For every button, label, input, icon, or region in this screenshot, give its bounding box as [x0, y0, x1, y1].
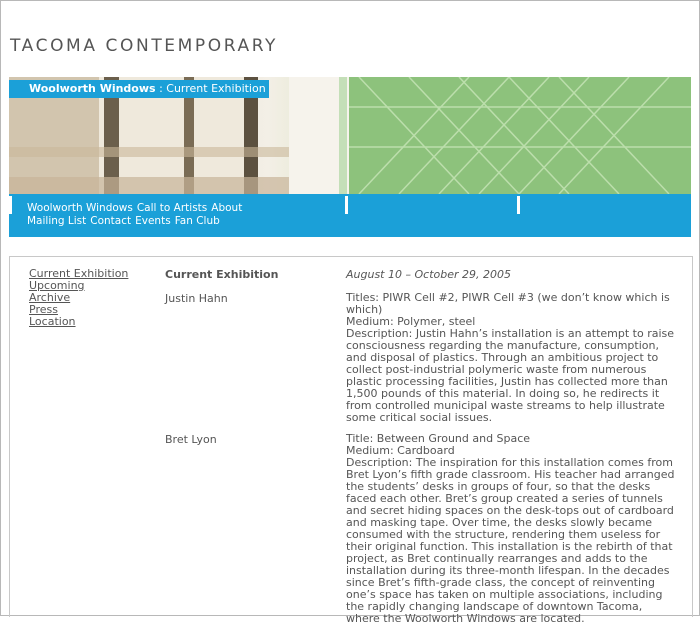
sidebar-item-archive[interactable]: Archive: [29, 291, 71, 304]
artwork-medium: Medium: Cardboard: [346, 444, 455, 457]
site-logo[interactable]: TACOMA CONTEMPORARY: [10, 36, 279, 56]
nav-item-about[interactable]: About: [211, 202, 243, 214]
nav-item-events[interactable]: Events: [135, 215, 171, 227]
content-area: [9, 256, 693, 625]
artwork-description: Description: Justin Hahn’s installation is an attempt to raise consciousness regarding the manufacture, consumption, and disposal of plastics. Through an ambitious project to collect post-industrial polymeric waste from numerous plastic processing facilities, Justin has collected more than 1,500 pounds of this material. In doing so, he redirects it from controlled municipal waste streams to help illustrate some critical social issues.: [346, 327, 675, 424]
hero-subsection: Current Exhibition: [166, 82, 266, 95]
nav-divider: [345, 196, 348, 214]
hero-banner: [9, 77, 691, 194]
sidebar-item-location[interactable]: Location: [29, 315, 76, 328]
hero-separator: :: [155, 82, 167, 95]
nav-item-contact[interactable]: Contact: [90, 215, 132, 227]
nav-item-fan-club[interactable]: Fan Club: [174, 215, 220, 227]
artwork-medium: Medium: Polymer, steel: [346, 315, 476, 328]
artwork-titles: Title: Between Ground and Space: [346, 432, 531, 445]
artist-name: Justin Hahn: [165, 292, 228, 305]
nav-item-call-to-artists[interactable]: Call to Artists: [136, 202, 208, 214]
artwork-titles: Titles: PIWR Cell #2, PIWR Cell #3 (we don’t know which is which): [346, 291, 670, 316]
nav-divider: [517, 196, 520, 214]
section-title: Current Exhibition: [165, 268, 279, 281]
sidebar-item-current-exhibition[interactable]: Current Exhibition: [29, 267, 129, 280]
hero-title: [29, 82, 266, 95]
nav-divider: [9, 196, 12, 214]
sidebar-nav: [29, 268, 128, 328]
nav-links: [27, 202, 267, 228]
sidebar-item-upcoming[interactable]: Upcoming: [29, 279, 85, 292]
artwork-description: Description: The inspiration for this installation comes from Bret Lyon’s fifth grade classroom. His teacher had arranged the students’ desks in groups of four, so that the desks faced each other. Bret’s group created a series of tunnels and secret hiding spaces on the desk-tops out of cardboard and masking tape. Over time, the desks slowly became consumed with the structure, rendering them useless for their original function. This installation is the rebirth of that project, as Bret continually rearranges and adds to the installation during its three-month lifespan. In the decades since Bret’s fifth-grade class, the concept of reinventing one’s space has taken on multiple associations, including the rapidly changing landscape of downtown Tacoma, where the Woolworth Windows are located.: [346, 456, 675, 625]
artwork-entry: [346, 292, 676, 424]
hero-section: Woolworth Windows: [29, 82, 156, 95]
main-nav: [9, 194, 691, 237]
artist-name: Bret Lyon: [165, 433, 217, 446]
sidebar-item-press[interactable]: Press: [29, 303, 58, 316]
nav-item-mailing-list[interactable]: Mailing List: [27, 215, 87, 227]
nav-item-woolworth-windows[interactable]: Woolworth Windows: [27, 202, 133, 214]
exhibition-dates: August 10 – October 29, 2005: [346, 268, 511, 281]
artwork-entry: [346, 433, 676, 625]
